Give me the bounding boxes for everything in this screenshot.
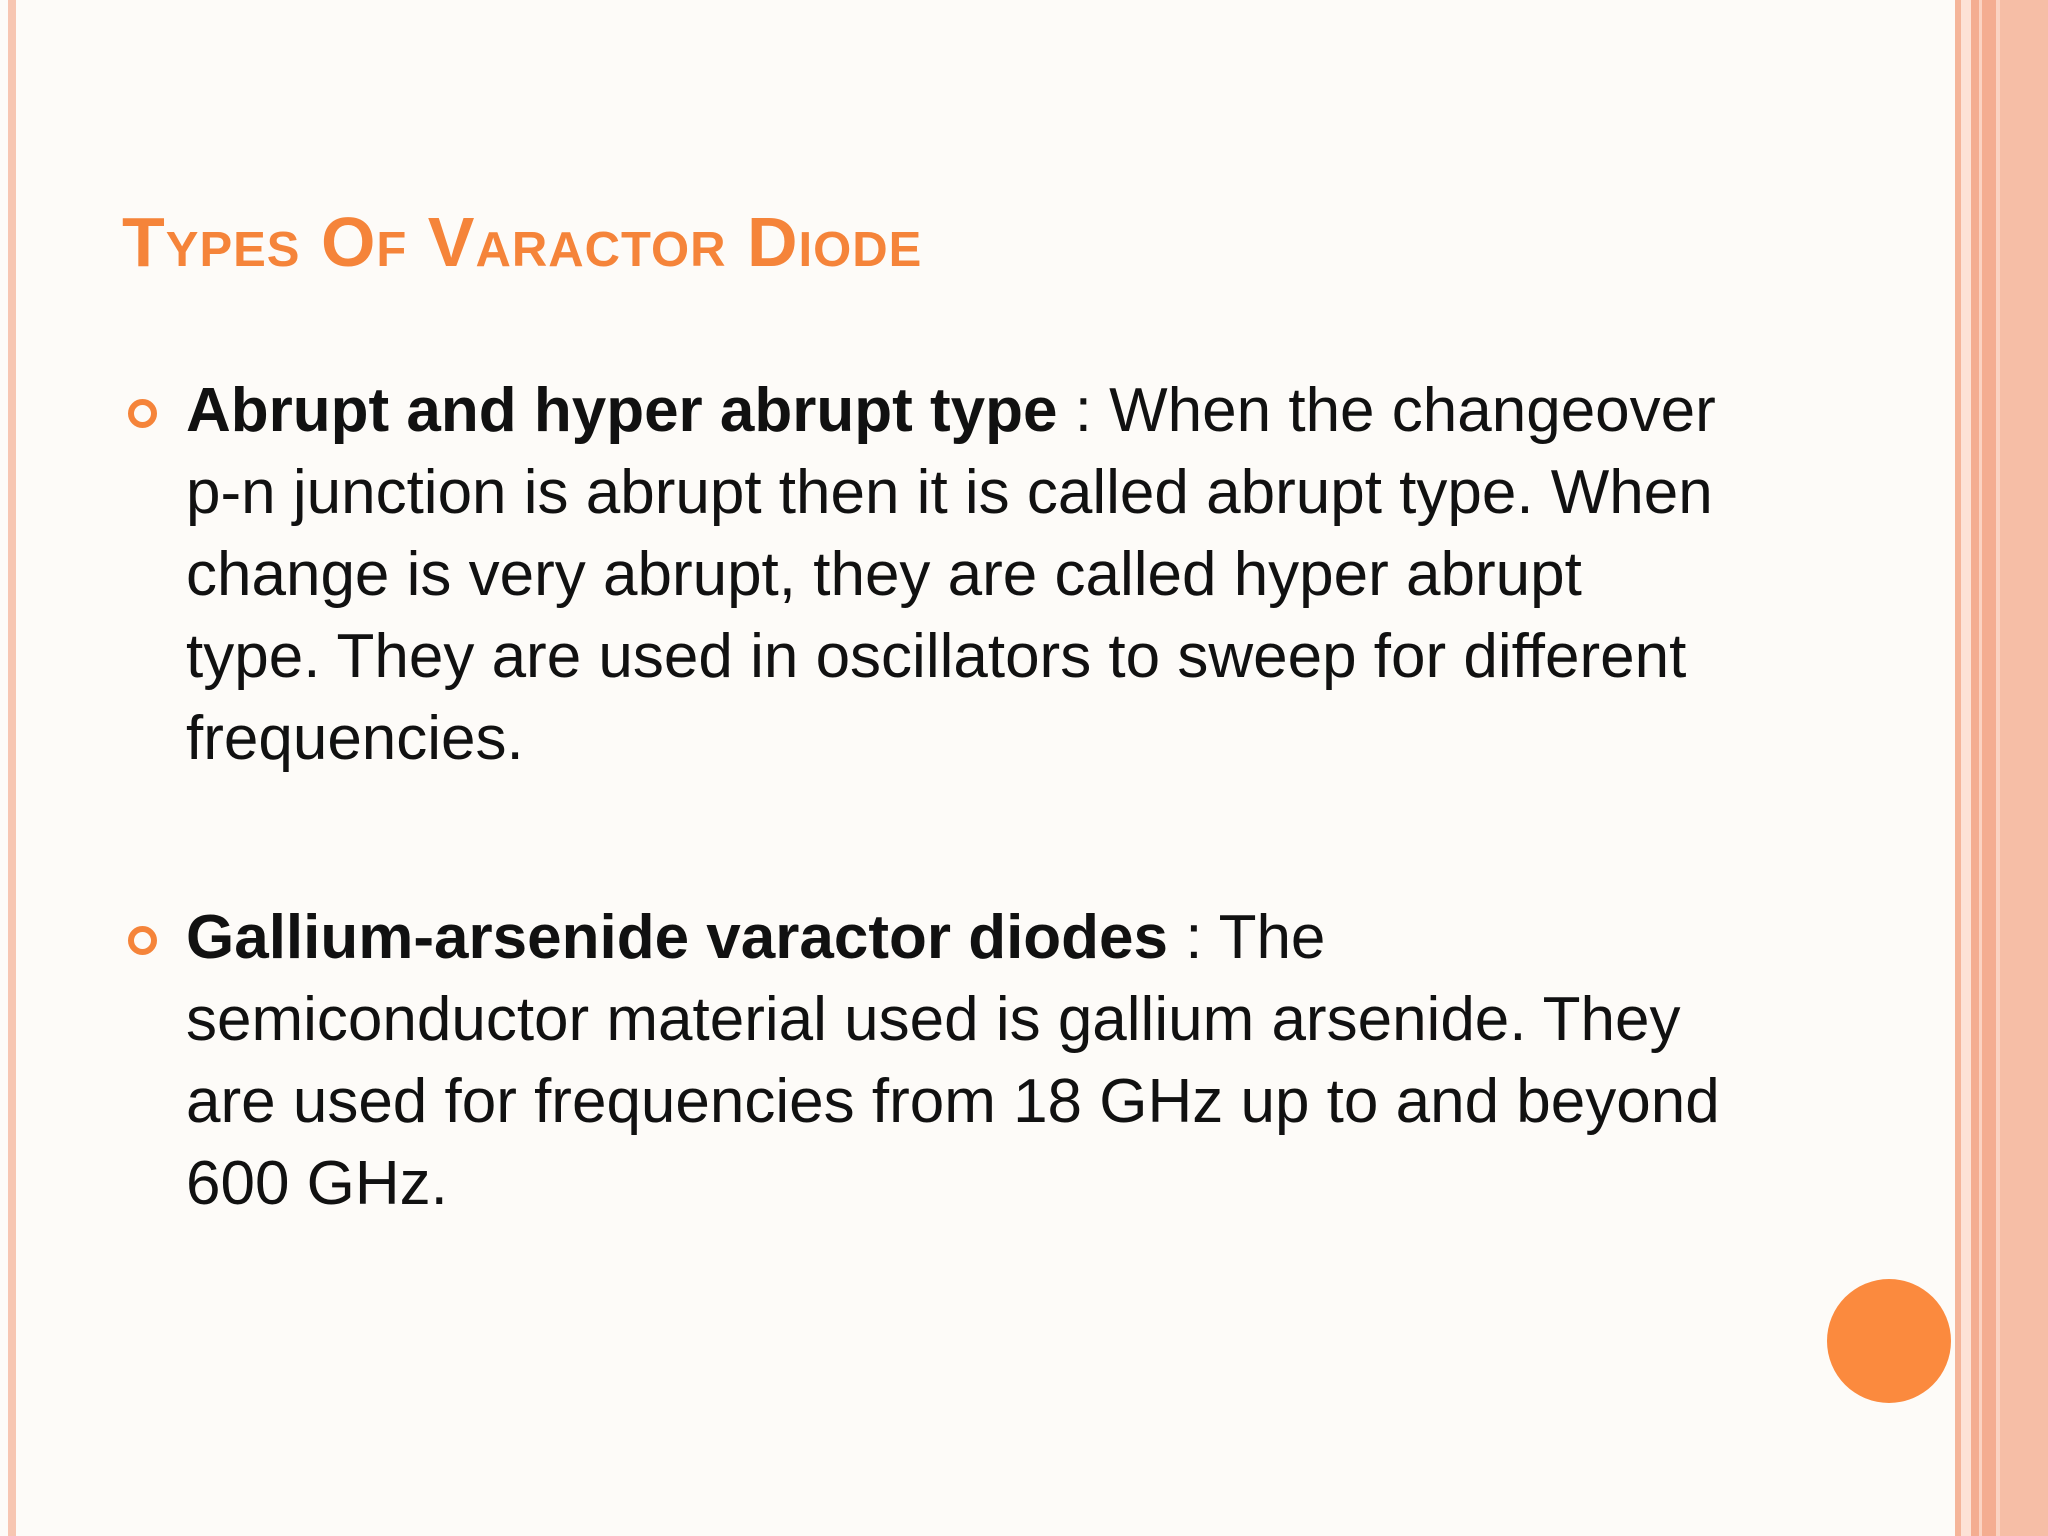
right-border-stripe <box>1982 0 1996 1536</box>
bullet-text: : The semiconductor material used is gallium arsenide. They are used for frequencies from 18 GHz up to and beyond 600 GHz. <box>186 903 1720 1218</box>
bullet-term: Abrupt and hyper abrupt type <box>186 376 1058 445</box>
right-border-stripe <box>1971 0 1979 1536</box>
right-border-stripe <box>1961 0 1971 1536</box>
bullet-item-abrupt <box>122 370 1722 780</box>
bullet-term: Gallium-arsenide varactor diodes <box>186 903 1169 972</box>
left-border-decoration <box>8 0 16 1536</box>
bullet-text: : When the changeover p-n junction is abrupt then it is called abrupt type. When change is very abrupt, they are called hyper abrupt type. They are used in oscillators to sweep for different frequencies. <box>186 376 1716 773</box>
bullet-circle-icon <box>128 399 157 428</box>
bullet-circle-icon <box>128 926 157 955</box>
orange-circle-decoration <box>1827 1279 1951 1403</box>
slide-title: Types Of Varactor Diode <box>122 203 923 281</box>
right-border-stripe <box>2000 0 2048 1536</box>
bullet-item-gallium-arsenide <box>122 897 1722 1225</box>
bullet-list <box>122 370 1722 1225</box>
